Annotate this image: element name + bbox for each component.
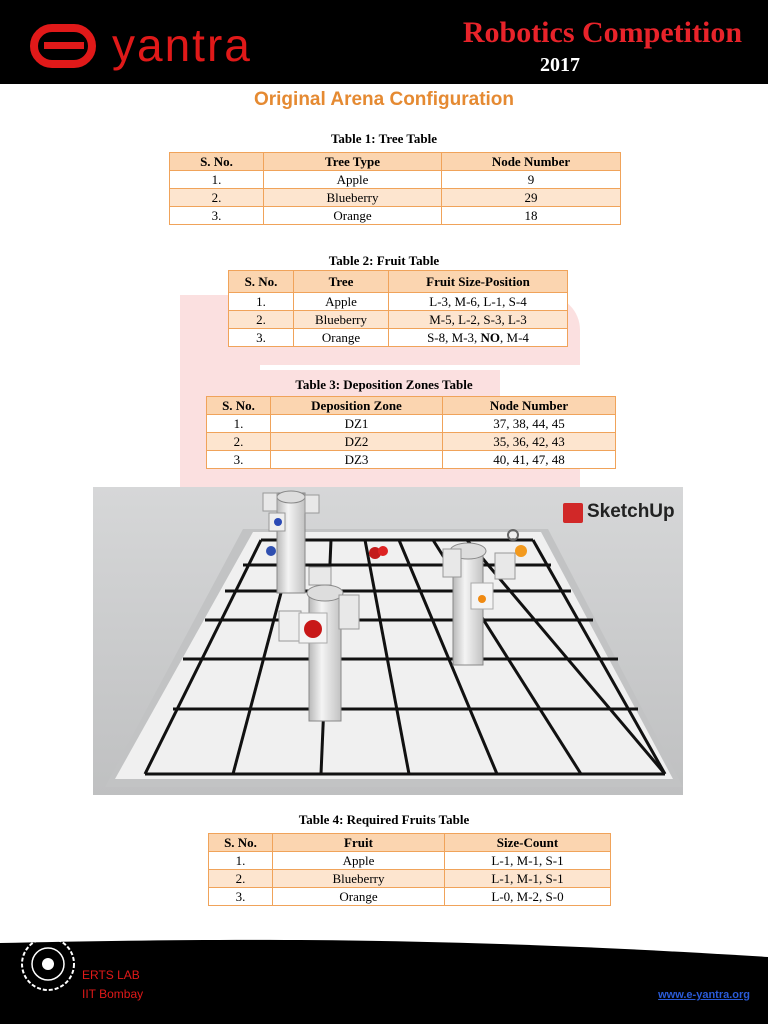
table-cell: 2.	[170, 189, 264, 207]
table-cell: 1.	[207, 415, 271, 433]
table-cell: Blueberry	[273, 870, 445, 888]
required-fruits-table	[208, 833, 611, 906]
table-cell: 40, 41, 47, 48	[443, 451, 616, 469]
table-cell: 3.	[229, 329, 294, 347]
table-cell: Apple	[294, 293, 389, 311]
table-cell: 35, 36, 42, 43	[443, 433, 616, 451]
sketchup-logo-icon	[563, 503, 583, 523]
table-cell: 2.	[209, 870, 273, 888]
competition-year: 2017	[540, 54, 580, 76]
logo-e-icon	[30, 24, 96, 68]
table-row	[170, 207, 621, 225]
table-cell: 1.	[209, 852, 273, 870]
cell-text: , M-4	[500, 329, 529, 345]
table-cell: 3.	[207, 451, 271, 469]
table-cell: 9	[442, 171, 621, 189]
table-row	[209, 870, 611, 888]
table-header: Node Number	[443, 397, 616, 415]
logo-wordmark: yantra	[112, 19, 252, 71]
table-cell: DZ3	[271, 451, 443, 469]
table-header: S. No.	[209, 834, 273, 852]
footer-lab-name	[82, 966, 143, 1004]
table-header: S. No.	[229, 271, 294, 293]
table-cell: 3.	[170, 207, 264, 225]
table-row	[207, 451, 616, 469]
cell-text: S-8, M-3,	[427, 329, 481, 345]
table-header: S. No.	[207, 397, 271, 415]
table-cell: 1.	[170, 171, 264, 189]
table-header: Tree Type	[264, 153, 442, 171]
table-header: Node Number	[442, 153, 621, 171]
table-row	[229, 329, 568, 347]
iit-seal-icon	[12, 934, 84, 996]
table1-caption: Table 1: Tree Table	[330, 131, 438, 146]
table-cell: Apple	[273, 852, 445, 870]
table-header: S. No.	[170, 153, 264, 171]
table-row	[170, 171, 621, 189]
table-cell: 2.	[229, 311, 294, 329]
table-header: Size-Count	[445, 834, 611, 852]
table-cell: 2.	[207, 433, 271, 451]
table-row	[207, 433, 616, 451]
page-header	[0, 0, 768, 84]
table-row	[207, 415, 616, 433]
table-cell: Orange	[294, 329, 389, 347]
table-cell	[389, 329, 568, 347]
lab-line: ERTS LAB	[82, 968, 140, 982]
footer-website-link[interactable]: www.e-yantra.org	[658, 989, 750, 1001]
table-cell: 29	[442, 189, 621, 207]
table-row	[209, 888, 611, 906]
table-cell: 37, 38, 44, 45	[443, 415, 616, 433]
cell-text-bold: NO	[480, 329, 501, 345]
table-row	[229, 293, 568, 311]
section-title: Original Arena Configuration	[253, 89, 515, 110]
table-cell: L-0, M-2, S-0	[445, 888, 611, 906]
table-cell: Blueberry	[294, 311, 389, 329]
fruit-table	[228, 270, 568, 347]
table-cell: DZ1	[271, 415, 443, 433]
deposition-zones-table	[206, 396, 616, 469]
table-cell: 1.	[229, 293, 294, 311]
table-cell: 3.	[209, 888, 273, 906]
table-cell: L-1, M-1, S-1	[445, 852, 611, 870]
arena-drawing	[93, 487, 683, 795]
table-row	[170, 189, 621, 207]
table-cell: L-1, M-1, S-1	[445, 870, 611, 888]
sketchup-label: SketchUp	[587, 501, 675, 522]
tree-table	[169, 152, 621, 225]
eyantra-logo	[30, 16, 330, 70]
table-cell: DZ2	[271, 433, 443, 451]
table-cell: 18	[442, 207, 621, 225]
table-header: Fruit Size-Position	[389, 271, 568, 293]
table-header: Fruit	[273, 834, 445, 852]
table-header: Deposition Zone	[271, 397, 443, 415]
table4-caption: Table 4: Required Fruits Table	[298, 812, 470, 827]
competition-title: Robotics Competition	[462, 16, 742, 49]
table-header: Tree	[294, 271, 389, 293]
table-cell: L-3, M-6, L-1, S-4	[389, 293, 568, 311]
table-cell: Orange	[264, 207, 442, 225]
table-cell: Blueberry	[264, 189, 442, 207]
table2-caption: Table 2: Fruit Table	[328, 253, 440, 268]
table-cell: M-5, L-2, S-3, L-3	[389, 311, 568, 329]
table-row	[209, 852, 611, 870]
table-cell: Orange	[273, 888, 445, 906]
institute-line: IIT Bombay	[82, 987, 144, 1001]
table3-caption: Table 3: Deposition Zones Table	[295, 377, 473, 392]
table-row	[229, 311, 568, 329]
arena-render-image	[93, 487, 683, 795]
table-cell: Apple	[264, 171, 442, 189]
